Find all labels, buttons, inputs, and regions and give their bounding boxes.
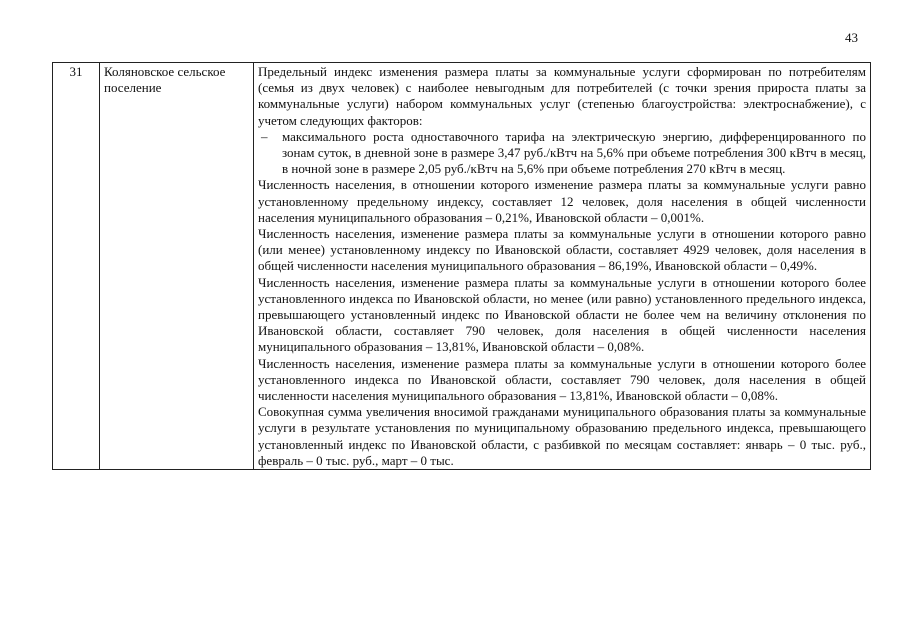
factor-bullet-item [258,129,866,178]
bullet-dash-icon: – [261,128,268,144]
page-number: 43 [845,30,858,45]
row-number-cell: 31 [53,63,100,470]
intro-paragraph: Предельный индекс изменения размера платы за коммунальные услуги сформирован по потребителям (семья из двух человек) с наиболее невыгодным для потребителей (с точки зрения прироста платы за коммунальные услуги) набором коммунальных услуг (степенью благоустройства: электроснабжение), с учетом следующих факторов: [258,64,866,128]
table-row [53,63,871,470]
population-less-equal-index-paragraph: Численность населения, изменение размера платы за коммунальные услуги в отношении которого равно (или менее) установленному индексу по Ивановской области, составляет 4929 человек, доля населения в общей численности населения муниципального образования – 86,19%, Ивановской области – 0,49%. [258,226,866,274]
population-equal-limit-paragraph: Численность населения, в отношении которого изменение размера платы за коммунальные услуги равно установленному предельному индексу, составляет 12 человек, доля населения в общей численности населения муниципального образования – 0,21%, Ивановской области – 0,001%. [258,177,866,225]
factor-bullet-text: максимального роста одноставочного тарифа на электрическую энергию, дифференцированного по зонам суток, в дневной зоне в размере 3,47 руб./кВтч на 5,6% при объеме потребления 300 кВтч в месяц, в ночной зоне в размере 2,05 руб./кВтч на 5,6% при объеме потребления 270 кВтч в месяц. [282,128,866,177]
population-above-index-paragraph: Численность населения, изменение размера платы за коммунальные услуги в отношении которого более установленного индекса по Ивановской области, составляет 790 человек, доля населения в общей численности населения муниципального образования – 13,81%, Ивановской области – 0,08%. [258,355,866,404]
document-table [52,62,871,470]
description-cell [254,63,871,470]
municipality-name-cell: Коляновское сельское поселение [100,63,254,470]
population-between-index-paragraph: Численность населения, изменение размера платы за коммунальные услуги в отношении которого более установленного индекса по Ивановской области, но менее (или равно) установленного предельного индекса, превышающего установленный индекс по Ивановской области не более чем на величину отклонения по Ивановской области, составляет 790 человек, доля населения в общей численности населения муниципального образования – 13,81%, Ивановской области – 0,08%. [258,274,866,355]
total-increase-paragraph: Совокупная сумма увеличения вносимой гражданами муниципального образования платы за коммунальные услуги в результате установления по муниципальному образованию предельного индекса, превышающего установленный индекс по Ивановской области, с разбивкой по месяцам составляет: январь – 0 тыс. руб., февраль – 0 тыс. руб., март – 0 тыс. [258,404,866,468]
